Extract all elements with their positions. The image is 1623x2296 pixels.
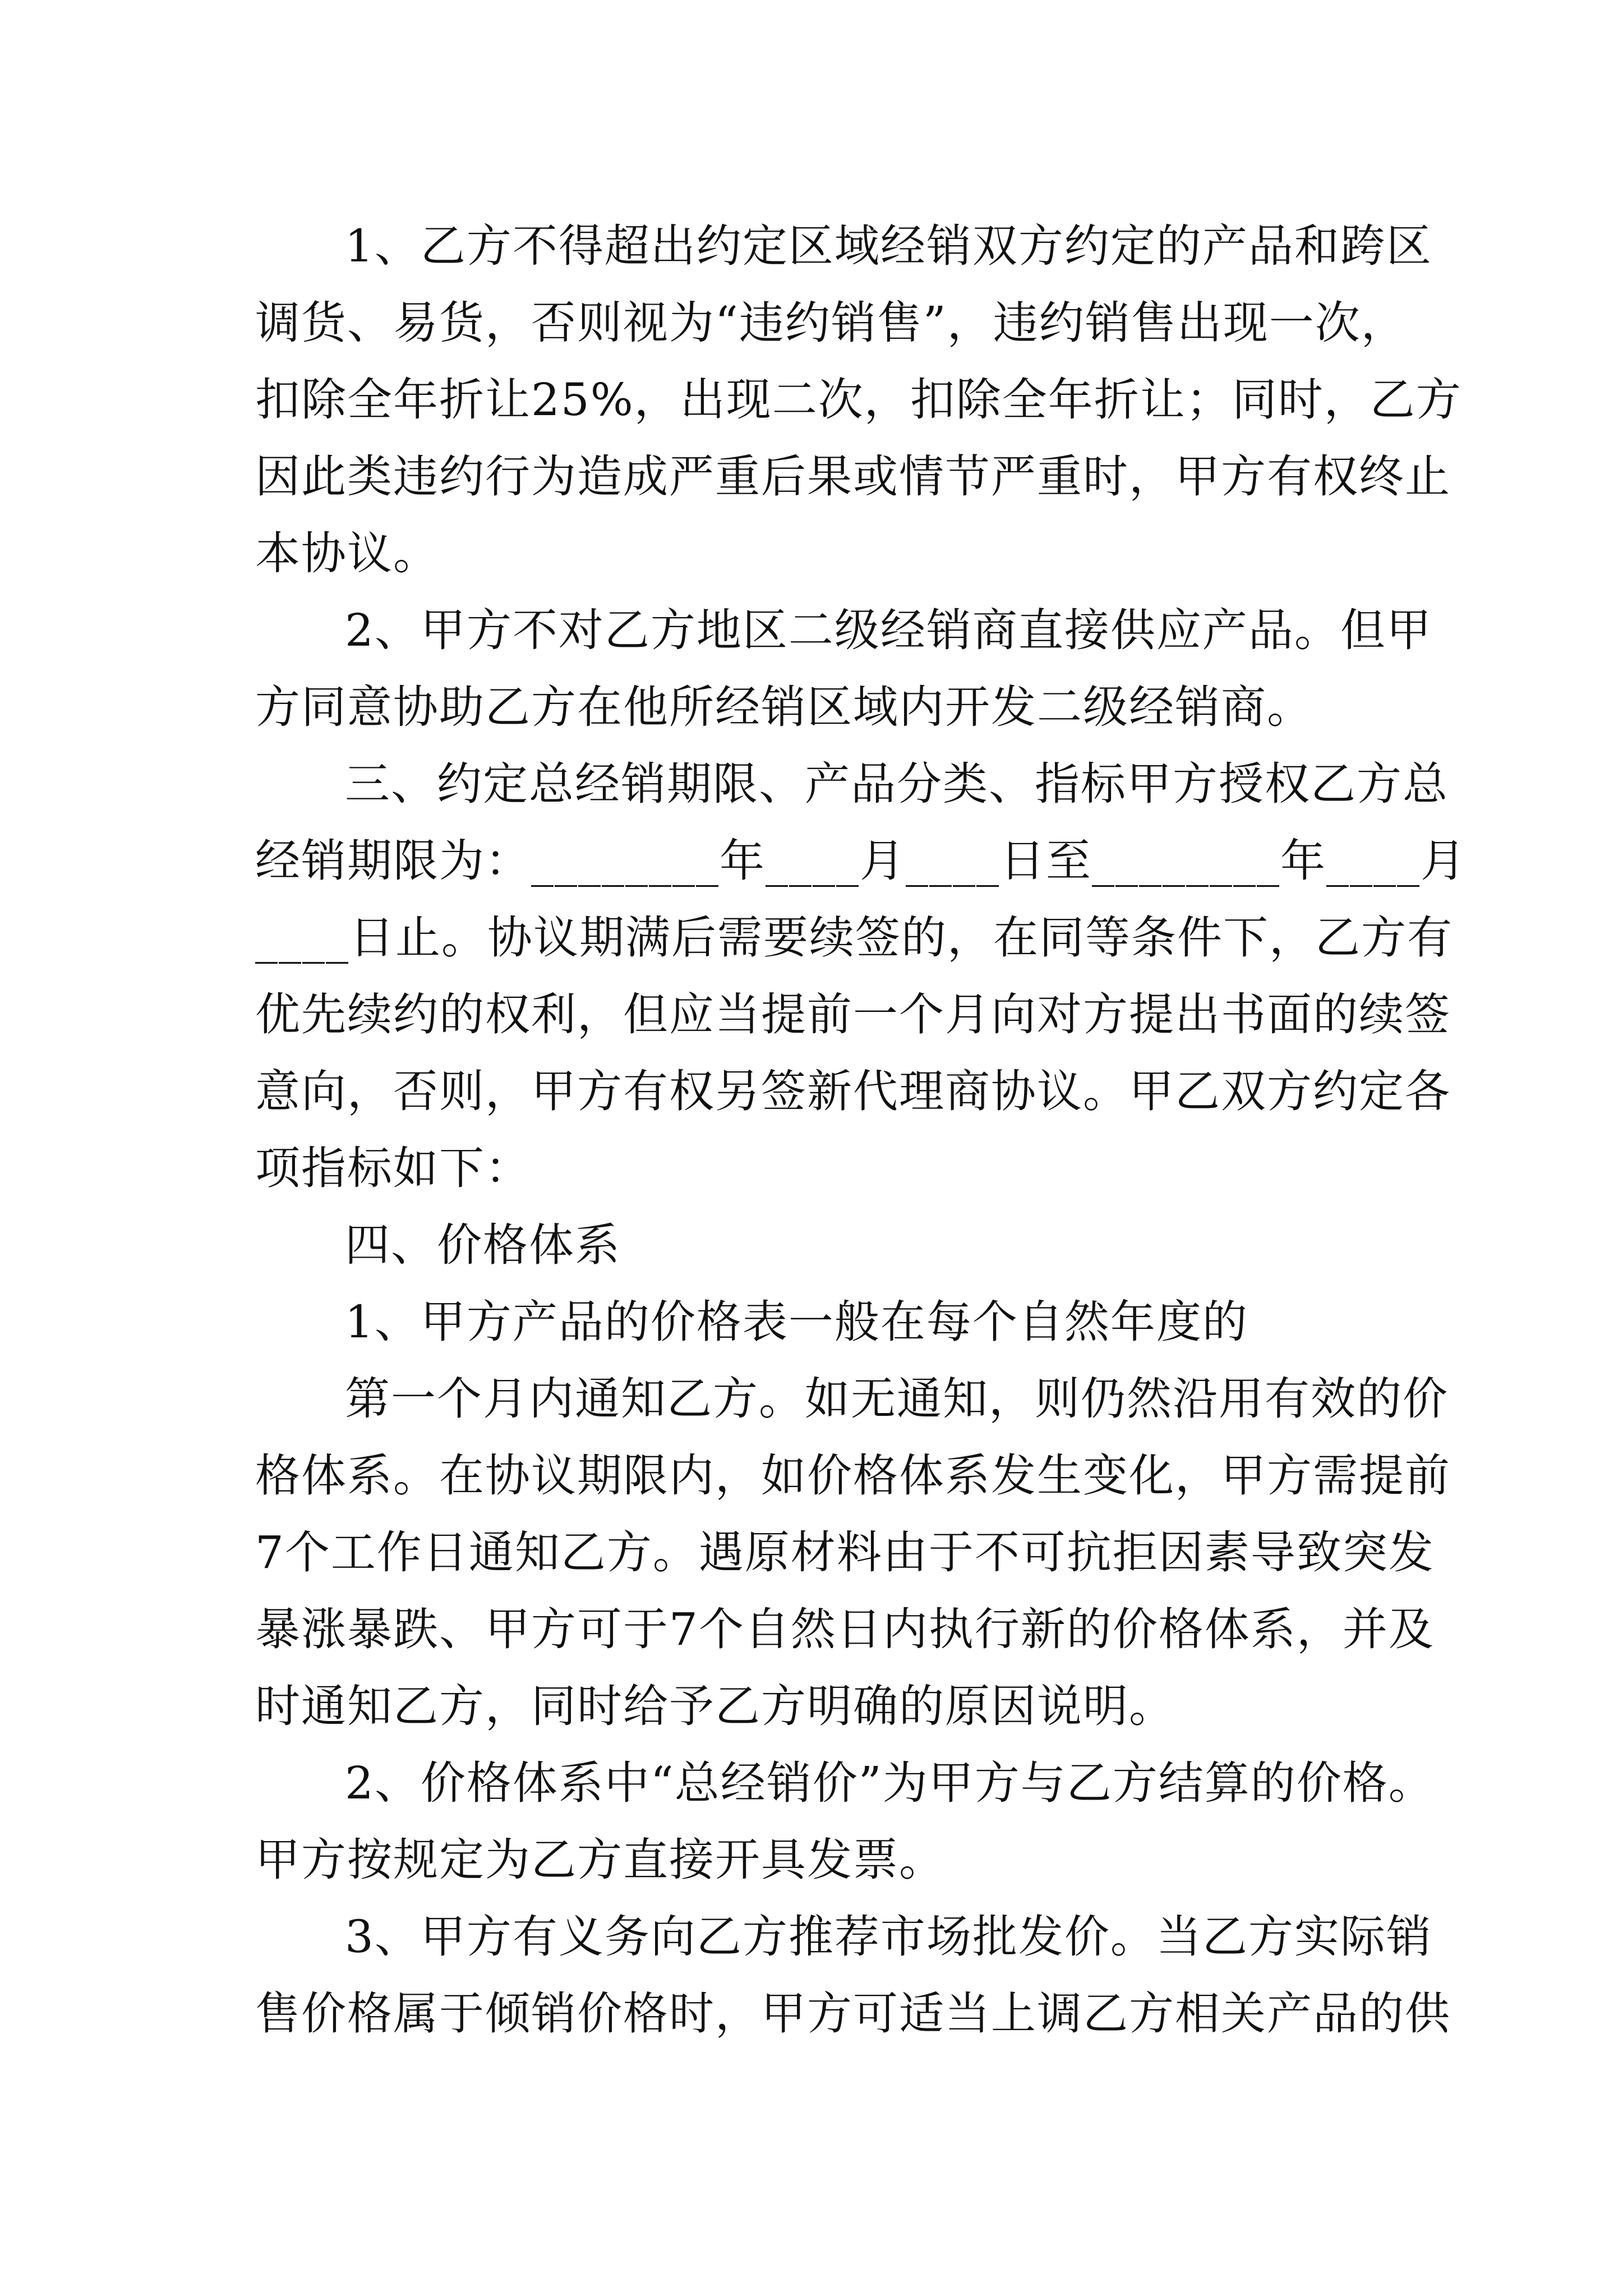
text-line: 第一个月内通知乙方。如无通知，则仍然沿用有效的价 xyxy=(345,1373,1449,1425)
text-line: 时通知乙方，同时给予乙方明确的原因说明。 xyxy=(255,1680,1175,1732)
text-line: 暴涨暴跌、甲方可于7个自然日内执行新的价格体系，并及 xyxy=(255,1603,1435,1655)
text-line: 意向，否则，甲方有权另签新代理商协议。甲乙双方约定各 xyxy=(255,1065,1451,1117)
text-line: 甲方按规定为乙方直接开具发票。 xyxy=(255,1834,945,1886)
text-line: 优先续约的权利，但应当提前一个月向对方提出书面的续签 xyxy=(255,988,1451,1041)
document-body xyxy=(255,208,1467,2052)
text-line: 方同意协助乙方在他所经销区域内开发二级经销商。 xyxy=(255,681,1313,733)
text-line: 本协议。 xyxy=(255,527,439,579)
text-line: 因此类违约行为造成严重后果或情节严重时，甲方有权终止 xyxy=(255,450,1451,503)
text-line: 7个工作日通知乙方。遇原材料由于不可抗拒因素导致突发 xyxy=(255,1526,1435,1579)
text-line: 1、甲方产品的价格表一般在每个自然年度的 xyxy=(345,1296,1248,1348)
text-line: 2、甲方不对乙方地区二级经销商直接供应产品。但甲 xyxy=(345,604,1432,656)
text-line: 2、价格体系中“总经销价”为甲方与乙方结算的价格。 xyxy=(345,1757,1435,1809)
text-line: 售价格属于倾销价格时，甲方可适当上调乙方相关产品的供 xyxy=(255,1987,1451,2040)
text-line: 格体系。在协议期限内，如价格体系发生变化，甲方需提前 xyxy=(255,1450,1451,1502)
text-line: 扣除全年折让25%，出现二次，扣除全年折让；同时，乙方 xyxy=(255,374,1462,426)
text-line: 三、约定总经销期限、产品分类、指标甲方授权乙方总 xyxy=(345,758,1449,810)
text-line: 四、价格体系 xyxy=(345,1219,621,1271)
text-line: ____日止。协议期满后需要续签的，在同等条件下，乙方有 xyxy=(255,912,1453,964)
text-line: 1、乙方不得超出约定区域经销双方约定的产品和跨区 xyxy=(345,220,1432,272)
text-line: 项指标如下： xyxy=(255,1142,531,1194)
text-line: 经销期限为：________年____月____日至________年____月 xyxy=(255,835,1467,887)
text-line: 3、甲方有义务向乙方推荐市场批发价。当乙方实际销 xyxy=(345,1911,1432,1963)
text-line: 调货、易货，否则视为“违约销售”，违约销售出现一次， xyxy=(255,297,1407,349)
